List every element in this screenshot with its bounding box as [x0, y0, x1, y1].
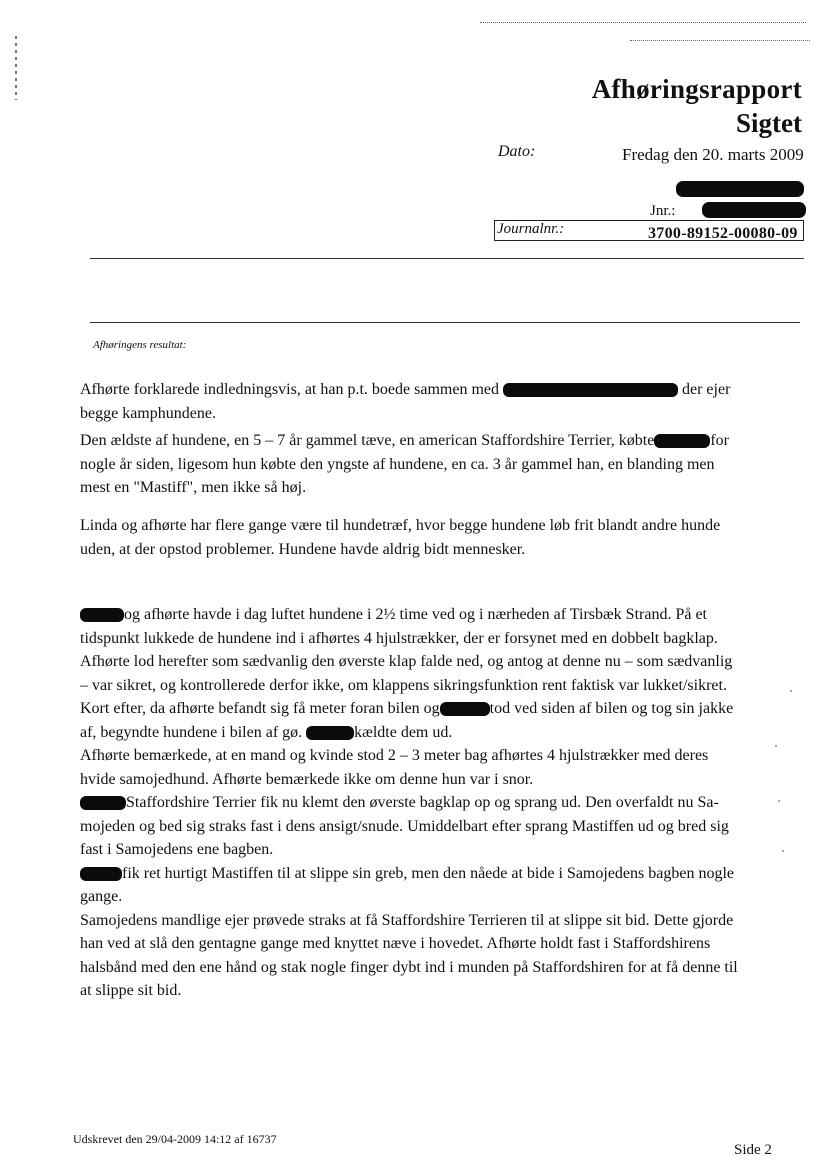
text-line: uden, at der opstod problemer. Hundene havde aldrig bidt mennesker. — [80, 540, 526, 558]
page-number: Side 2 — [734, 1142, 772, 1158]
scan-top-dots — [480, 22, 806, 23]
journal-number: 3700-89152-00080-09 — [648, 225, 798, 242]
text-line: Linda og afhørte har flere gange være til hundetræf, hvor begge hundene løb frit blandt andre hunde — [80, 517, 721, 534]
text-line: – var sikret, og kontrollerede derfor ikke, om klappens sikringsfunktion rent faktisk var lukket/sikret. — [80, 676, 727, 694]
report-subtitle: Sigtet — [736, 108, 802, 138]
paragraph-3 — [80, 514, 780, 561]
text-line: tidspunkt lukkede de hundene ind i afhørtes 4 hjulstrækker, der er forsynet med en dobbelt bagklap. — [80, 629, 718, 647]
redaction — [306, 726, 354, 740]
section-label: Afhøringens resultat: — [93, 339, 187, 351]
journal-label: Journalnr.: — [497, 221, 565, 237]
text-line: hvide samojedhund. Afhørte bemærkede ikke om denne hun var i snor. — [80, 770, 534, 788]
redaction — [654, 434, 710, 448]
text-line: Afhørte forklarede indledningsvis, at han p.t. boede sammen med der ejer — [80, 381, 731, 398]
text-line: Samojedens mandlige ejer prøvede straks at få Staffordshire Terrieren til at slippe sit bid. Dette gjorde — [80, 911, 734, 929]
jnr-label: Jnr.: — [650, 203, 676, 219]
text-line: Afhørte bemærkede, at en mand og kvinde stod 2 – 3 meter bag afhørtes 4 hjulstrækker med deres — [80, 747, 709, 764]
text-line: han ved at slå den gentagne gange med knyttet næve i hovedet. Afhørte holdt fast i Staffordshirens — [80, 935, 711, 952]
text-line: at slippe sit bid. — [80, 982, 182, 999]
scan-edge-mark — [15, 36, 17, 100]
scan-speck — [782, 850, 784, 852]
date-label: Dato: — [498, 143, 536, 160]
redaction — [440, 702, 490, 716]
text-line: af, begyndte hundene i bilen af gø. kældte dem ud. — [80, 723, 453, 741]
redaction — [503, 383, 678, 397]
report-title: Afhøringsrapport — [591, 74, 802, 104]
text-line: fik ret hurtigt Mastiffen til at slippe sin greb, men den nåede at bide i Samojedens bagben nogle — [80, 862, 780, 886]
text-line: halsbånd med den ene hånd og stak nogle finger dybt ind i munden på Staffordshiren for at få denne til — [80, 958, 738, 976]
redacted-name — [676, 181, 804, 197]
redaction — [80, 796, 126, 810]
text-line: Staffordshire Terrier fik nu klemt den øverste bagklap op og sprang ud. Den overfaldt nu Sa- — [80, 791, 780, 815]
paragraph-4 — [80, 603, 780, 1003]
text-line: fast i Samojedens ene bagben. — [80, 841, 274, 858]
text-line: mest en "Mastiff", men ikke så høj. — [80, 479, 307, 496]
scan-speck — [778, 800, 780, 802]
text-line: mojeden og bed sig straks fast i dens ansigt/snude. Umiddelbart efter sprang Mastiffen ud og bred sig — [80, 817, 729, 835]
scan-speck — [775, 745, 777, 747]
redaction — [80, 608, 124, 622]
text-line: Den ældste af hundene, en 5 – 7 år gammel tæve, en american Staffordshire Terrier, købte for — [80, 432, 729, 449]
printed-footer: Udskrevet den 29/04-2009 14:12 af 16737 — [73, 1132, 277, 1146]
scan-top-dots-2 — [630, 40, 810, 41]
text-line: Kort efter, da afhørte befandt sig få meter foran bilen og tod ved siden af bilen og tog sin jakke — [80, 700, 734, 717]
text-line: Afhørte lod herefter som sædvanlig den øverste klap falde ned, og antog at denne nu – som sædvanlig — [80, 653, 733, 670]
redacted-jnr — [702, 202, 806, 218]
date-value: Fredag den 20. marts 2009 — [622, 145, 804, 164]
header-rule — [90, 258, 804, 259]
paragraph-1 — [80, 378, 780, 425]
redaction — [80, 867, 122, 881]
text-line: gange. — [80, 888, 123, 905]
scan-speck — [790, 690, 792, 692]
text-line: nogle år siden, ligesom hun købte den yngste af hundene, en ca. 3 år gammel han, en blanding men — [80, 455, 715, 473]
text-line: begge kamphundene. — [80, 404, 216, 422]
section-rule — [90, 322, 800, 323]
text-line: og afhørte havde i dag luftet hundene i 2½ time ved og i nærheden af Tirsbæk Strand. På et — [80, 603, 780, 627]
paragraph-2 — [80, 429, 780, 500]
